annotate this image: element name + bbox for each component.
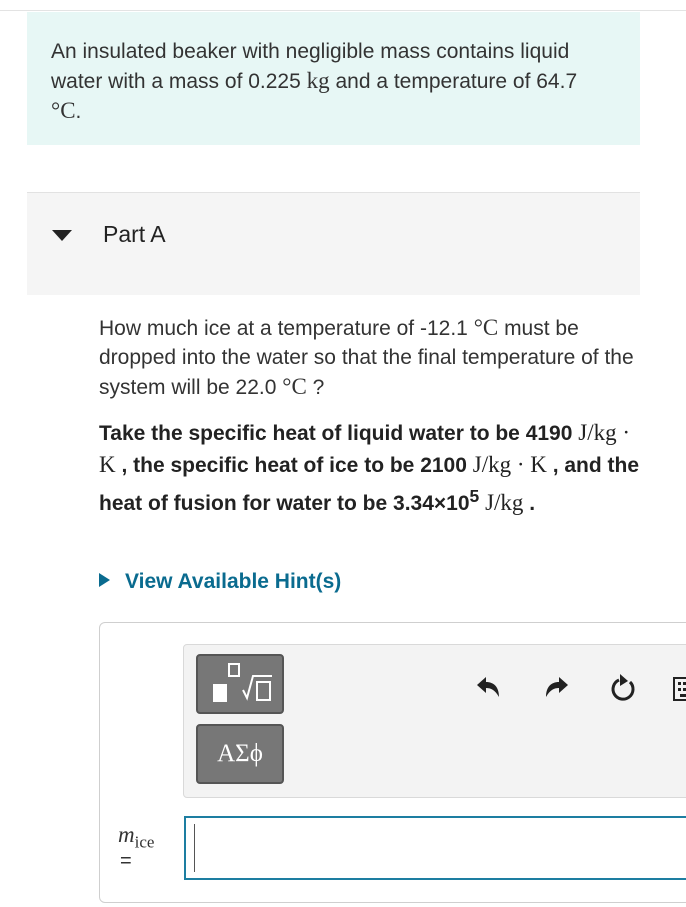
- reset-icon[interactable]: [607, 673, 639, 705]
- given-constants: Take the specific heat of liquid water to be 4190 J/kg · K , the specific heat of ice to be 2100 J/kg · K , and the heat of fusion for water to be $3.34\times 10^5$ J/kg .: [99, 420, 640, 515]
- fusion-exponent: 5: [469, 486, 480, 506]
- top-divider: [0, 10, 686, 11]
- hint-label[interactable]: View Available Hint(s): [125, 570, 342, 593]
- keyboard-icon[interactable]: [672, 673, 686, 705]
- part-title[interactable]: Part A: [103, 221, 166, 247]
- unit-celsius: °C: [282, 374, 307, 399]
- math-toolbar: [183, 644, 686, 798]
- question-text: How much ice at a temperature of -12.1 °C must be dropped into the water so that the final temperature of the system will be 22.0 °C ?: [99, 315, 634, 399]
- answer-variable-label: $m_{ice}$: [118, 822, 155, 852]
- part-a-header[interactable]: [27, 192, 640, 295]
- expand-triangle-icon: [99, 573, 110, 587]
- unit-specific-heat: J/kg · K: [99, 420, 630, 477]
- undo-icon[interactable]: [472, 673, 504, 705]
- answer-input[interactable]: [184, 816, 686, 880]
- templates-icon: [198, 656, 282, 712]
- redo-icon[interactable]: [541, 673, 573, 705]
- intro-text: An insulated beaker with negligible mass contains liquid water with a mass of 0.225 kg and a temperature of 64.7 °C.: [51, 40, 578, 123]
- greek-symbols-button[interactable]: ΑΣϕ: [196, 724, 284, 784]
- unit-heat-of-fusion: J/kg: [485, 490, 524, 515]
- unit-specific-heat: J/kg · K: [472, 452, 547, 477]
- unit-kg: kg: [306, 68, 330, 93]
- unit-celsius: °C: [51, 98, 76, 123]
- fusion-value: 3.34×10: [393, 492, 470, 515]
- unit-celsius: °C: [473, 315, 499, 340]
- problem-intro: [27, 12, 640, 145]
- text-cursor: [194, 824, 195, 872]
- view-hints-link[interactable]: [99, 570, 341, 594]
- collapse-triangle-icon[interactable]: [52, 230, 72, 241]
- templates-button[interactable]: [196, 654, 284, 714]
- equals-sign: =: [120, 850, 132, 872]
